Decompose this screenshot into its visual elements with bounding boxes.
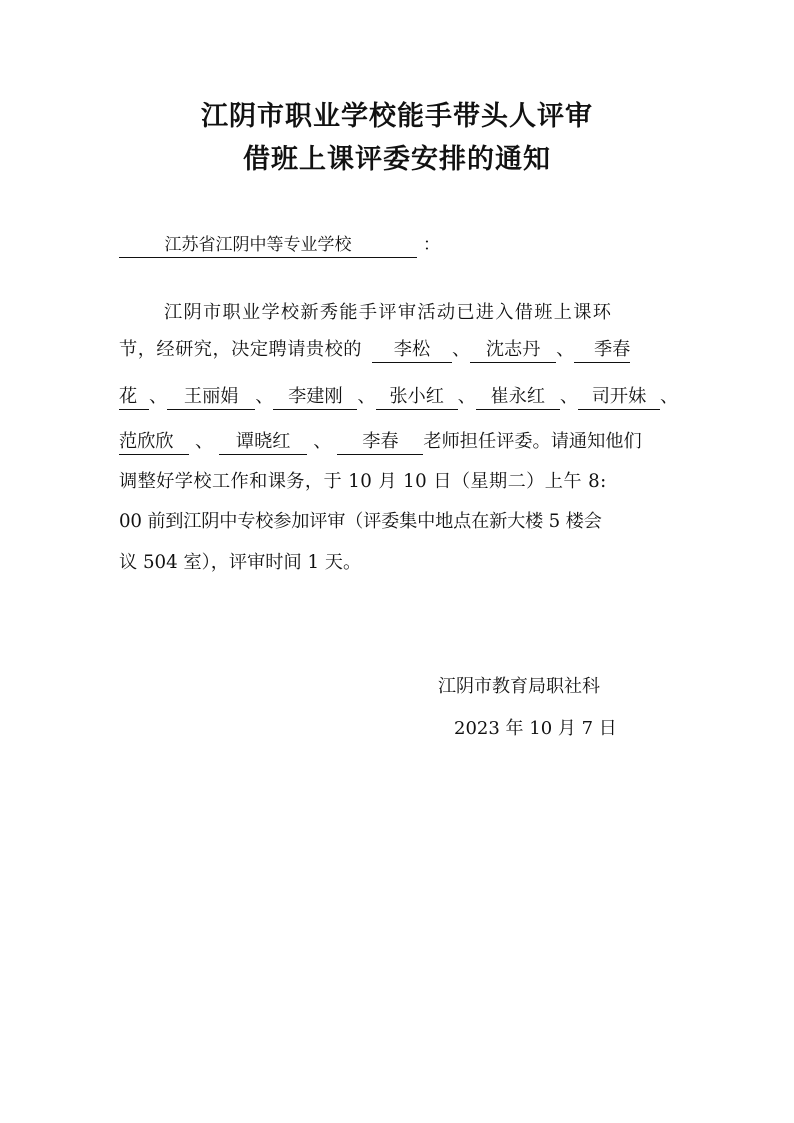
body-text-intro: 江阴市职业学校新秀能手评审活动已进入借班上课环 (164, 302, 613, 323)
document-title-line1: 江阴市职业学校能手带头人评审 (201, 101, 593, 132)
judge-name: 李春 (337, 430, 423, 455)
judge-name: 李松 (372, 338, 452, 363)
judge-name: 李建刚 (273, 385, 357, 410)
judge-separator: 、 (195, 431, 214, 452)
judge-separator: 、 (451, 339, 471, 360)
document-title-line2: 借班上课评委安排的通知 (243, 144, 551, 175)
judge-name: 崔永红 (476, 385, 560, 410)
judge-name: 张小红 (376, 385, 458, 410)
body-line-6 (119, 504, 679, 540)
body-line-1 (119, 295, 679, 331)
judge-name-part: 花 (119, 385, 149, 410)
recipient-line (119, 233, 440, 258)
body-line-5 (119, 464, 679, 500)
body-text-schedule: 调整好学校工作和课务，于 10 月 10 日（星期二）上午 8: (119, 471, 607, 492)
judge-name-part: 季春 (574, 338, 630, 363)
judge-name: 司开妹 (578, 385, 660, 410)
body-line-2 (119, 332, 679, 368)
signature-date: 2023 年 10 月 7 日 (454, 718, 617, 739)
judge-separator: 、 (559, 386, 579, 407)
body-text-invite: 节，经研究，决定聘请贵校的 (119, 339, 362, 360)
judge-name: 谭晓红 (219, 430, 307, 455)
signature-organization: 江阴市教育局职社科 (438, 676, 600, 697)
judge-separator: 、 (255, 386, 274, 407)
judge-separator: 、 (149, 386, 168, 407)
body-text-duration: 议 504 室），评审时间 1 天。 (119, 552, 362, 573)
body-line-7 (119, 545, 679, 581)
judge-separator: 、 (313, 431, 332, 452)
judge-separator: 、 (660, 386, 679, 407)
body-text-location: 00 前到江阴中专校参加评审（评委集中地点在新大楼 5 楼会 (119, 511, 602, 532)
judge-separator: 、 (357, 386, 376, 407)
recipient-colon: ： (423, 235, 440, 255)
body-line-3 (119, 379, 679, 415)
judge-name: 沈志丹 (470, 338, 556, 363)
judge-separator: 、 (556, 339, 575, 360)
judge-name: 王丽娟 (167, 385, 255, 410)
judge-name: 范欣欣 (119, 430, 189, 455)
body-line-4 (119, 424, 679, 460)
body-text-role: 老师担任评委。请通知他们 (423, 431, 642, 452)
judge-separator: 、 (457, 386, 476, 407)
recipient-school: 江苏省江阴中等专业学校 (119, 233, 417, 258)
